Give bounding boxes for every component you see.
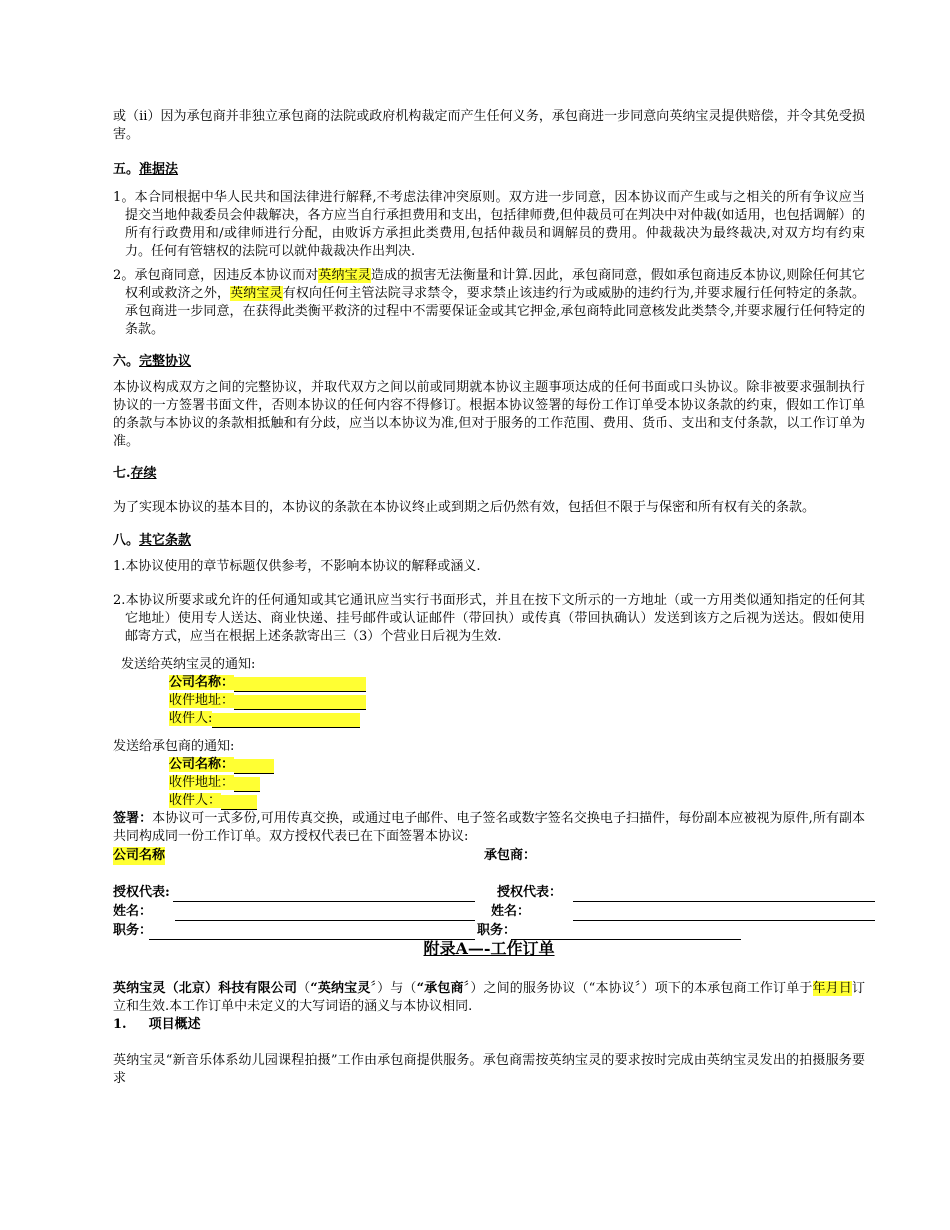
notice-company-title: 发送给英纳宝灵的通知:: [121, 657, 256, 672]
notice-contractor-title: 发送给承包商的通知:: [113, 739, 235, 754]
intro-paragraph: 或（ii）因为承包商并非独立承包商的法院或政府机构裁定而产生任何义务，承包商进一步同意向英纳宝灵提供赔偿，并令其免受损害。: [113, 109, 865, 142]
appendix-item-1-paragraph: 英纳宝灵“新音乐体系幼儿园课程拍摄”工作由承包商提供服务。承包商需按英纳宝灵的要求按时完成由英纳宝灵发出的拍摄服务要求: [113, 1053, 865, 1086]
section-7-paragraph: 为了实现本协议的基本目的，本协议的条款在本协议终止或到期之后仍然有效，包括但不限于与保密和所有权有关的条款。: [113, 500, 816, 515]
left-party-label: 公司名称: [113, 848, 166, 863]
signature-line: [175, 906, 475, 921]
section-5-heading: 五。准据法: [113, 162, 179, 177]
section-5-clause-2: 2。承包商同意，因违反本协议而对英纳宝灵造成的损害无法衡量和计算.因此，承包商同意，假如承包商违反本协议,则除任何其它权利或救济之外，英纳宝灵有权向任何主管法院寻求禁令，要求禁止该违约行为或威胁的违约行为,并要求履行任何特定的条款。承包商进一步同意，在获得此类衡平救济的过程中不需要保证金或其它押金,承包商特此同意核发此类禁令,并要求履行任何特定的条款。: [113, 268, 865, 337]
signature-line: [573, 887, 875, 902]
notice-contractor-block: [169, 756, 865, 810]
notice-company-name-row: 公司名称：: [169, 674, 865, 692]
signing-paragraph: 签署：本协议可一式多份,可用传真交换，或通过电子邮件、电子签名或数字签名交换电子扫描件，每份副本应被视为原件,所有副本共同构成同一份工作订单。双方授权代表已在下面签署本协议:: [113, 811, 865, 844]
signature-line: [149, 925, 475, 940]
signature-name-row: 姓名： 姓名：: [113, 902, 865, 921]
right-party-label: 承包商：: [484, 848, 537, 863]
section-8-clause-2: 2.本协议所要求或允许的任何通知或其它通讯应当实行书面形式，并且在按下文所示的一方地址（或一方用类似通知指定的任何其它地址）使用专人送达、商业快递、挂号邮件或认证邮件（带回执）或传真（带回执确认）发送到该方之后视为送达。假如使用邮寄方式，应当在根据上述条款寄出三（3）个营业日后视为生效.: [113, 593, 865, 644]
notice-contractor-recipient-row: 收件人：: [169, 792, 865, 810]
blank-line: [234, 759, 274, 774]
signature-line: [173, 887, 475, 902]
notice-contractor-address-row: 收件地址：: [169, 774, 865, 792]
section-6-paragraph: 本协议构成双方之间的完整协议，并取代双方之间以前或同期就本协议主题事项达成的任何书面或口头协议。除非被要求强制执行协议的一方签署书面文件，否则本协议的任何内容不得修订。根据本协议签署的每份工作订单受本协议条款的约束，假如工作订单的条款与本协议的条款相抵触和有分歧，应当以本协议为准,但对于服务的工作范围、费用、货币、支出和支付条款，以工作订单为准。: [113, 380, 865, 449]
blank-line: [234, 777, 260, 792]
section-5-clause-1: 1。本合同根据中华人民共和国法律进行解释,不考虑法律冲突原则。双方进一步同意，因本协议而产生或与之相关的所有争议应当提交当地仲裁委员会仲裁解决，各方应当自行承担费用和支出，包括律师费,但仲裁员可在判决中对仲裁(如适用，也包括调解）的所有行政费用和/或律师进行分配，由败诉方承担此类费用,包括仲裁员和调解员的费用。仲裁裁决为最终裁决,对双方均有约束力。任何有管辖权的法院可以就仲裁裁决作出判决.: [113, 190, 865, 259]
blank-line: [212, 713, 360, 728]
blank-line: [234, 695, 366, 710]
notice-company-address-row: 收件地址：: [169, 692, 865, 710]
appendix-intro-paragraph: 英纳宝灵（北京）科技有限公司（“英纳宝灵〞）与（“承包商〞）之间的服务协议（“本协议〞）项下的本承包商工作订单于年月日订立和生效.本工作订单中未定义的大写词语的涵义与本协议相同.: [113, 981, 865, 1014]
blank-line: [234, 677, 366, 692]
appendix-title: 附录A—-工作订单: [423, 939, 555, 958]
signature-line: [573, 906, 875, 921]
signing-parties-row: [113, 846, 865, 865]
section-8-heading: 八。其它条款: [113, 533, 192, 548]
highlight-company-name: 英纳宝灵: [230, 286, 283, 301]
notice-company-recipient-row: 收件人:: [169, 710, 865, 728]
signature-title-row: 职务： 职务：: [113, 921, 865, 940]
appendix-item-1-heading: 1. 项目概述: [113, 1017, 201, 1032]
section-7-heading: 七.存续: [113, 466, 157, 481]
section-6-heading: 六。完整协议: [113, 354, 192, 369]
blank-line: [221, 795, 257, 810]
signature-line: [511, 925, 741, 940]
highlight-date: 年月日: [812, 981, 852, 996]
notice-company-block: [169, 674, 865, 728]
section-8-clause-1: 1.本协议使用的章节标题仅供参考，不影响本协议的解释或涵义.: [113, 559, 481, 574]
document-page: [113, 108, 865, 1088]
highlight-company-name: 英纳宝灵: [318, 268, 371, 283]
signature-rep-row: 授权代表: 授权代表：: [113, 883, 865, 902]
notice-contractor-name-row: 公司名称：: [169, 756, 865, 774]
